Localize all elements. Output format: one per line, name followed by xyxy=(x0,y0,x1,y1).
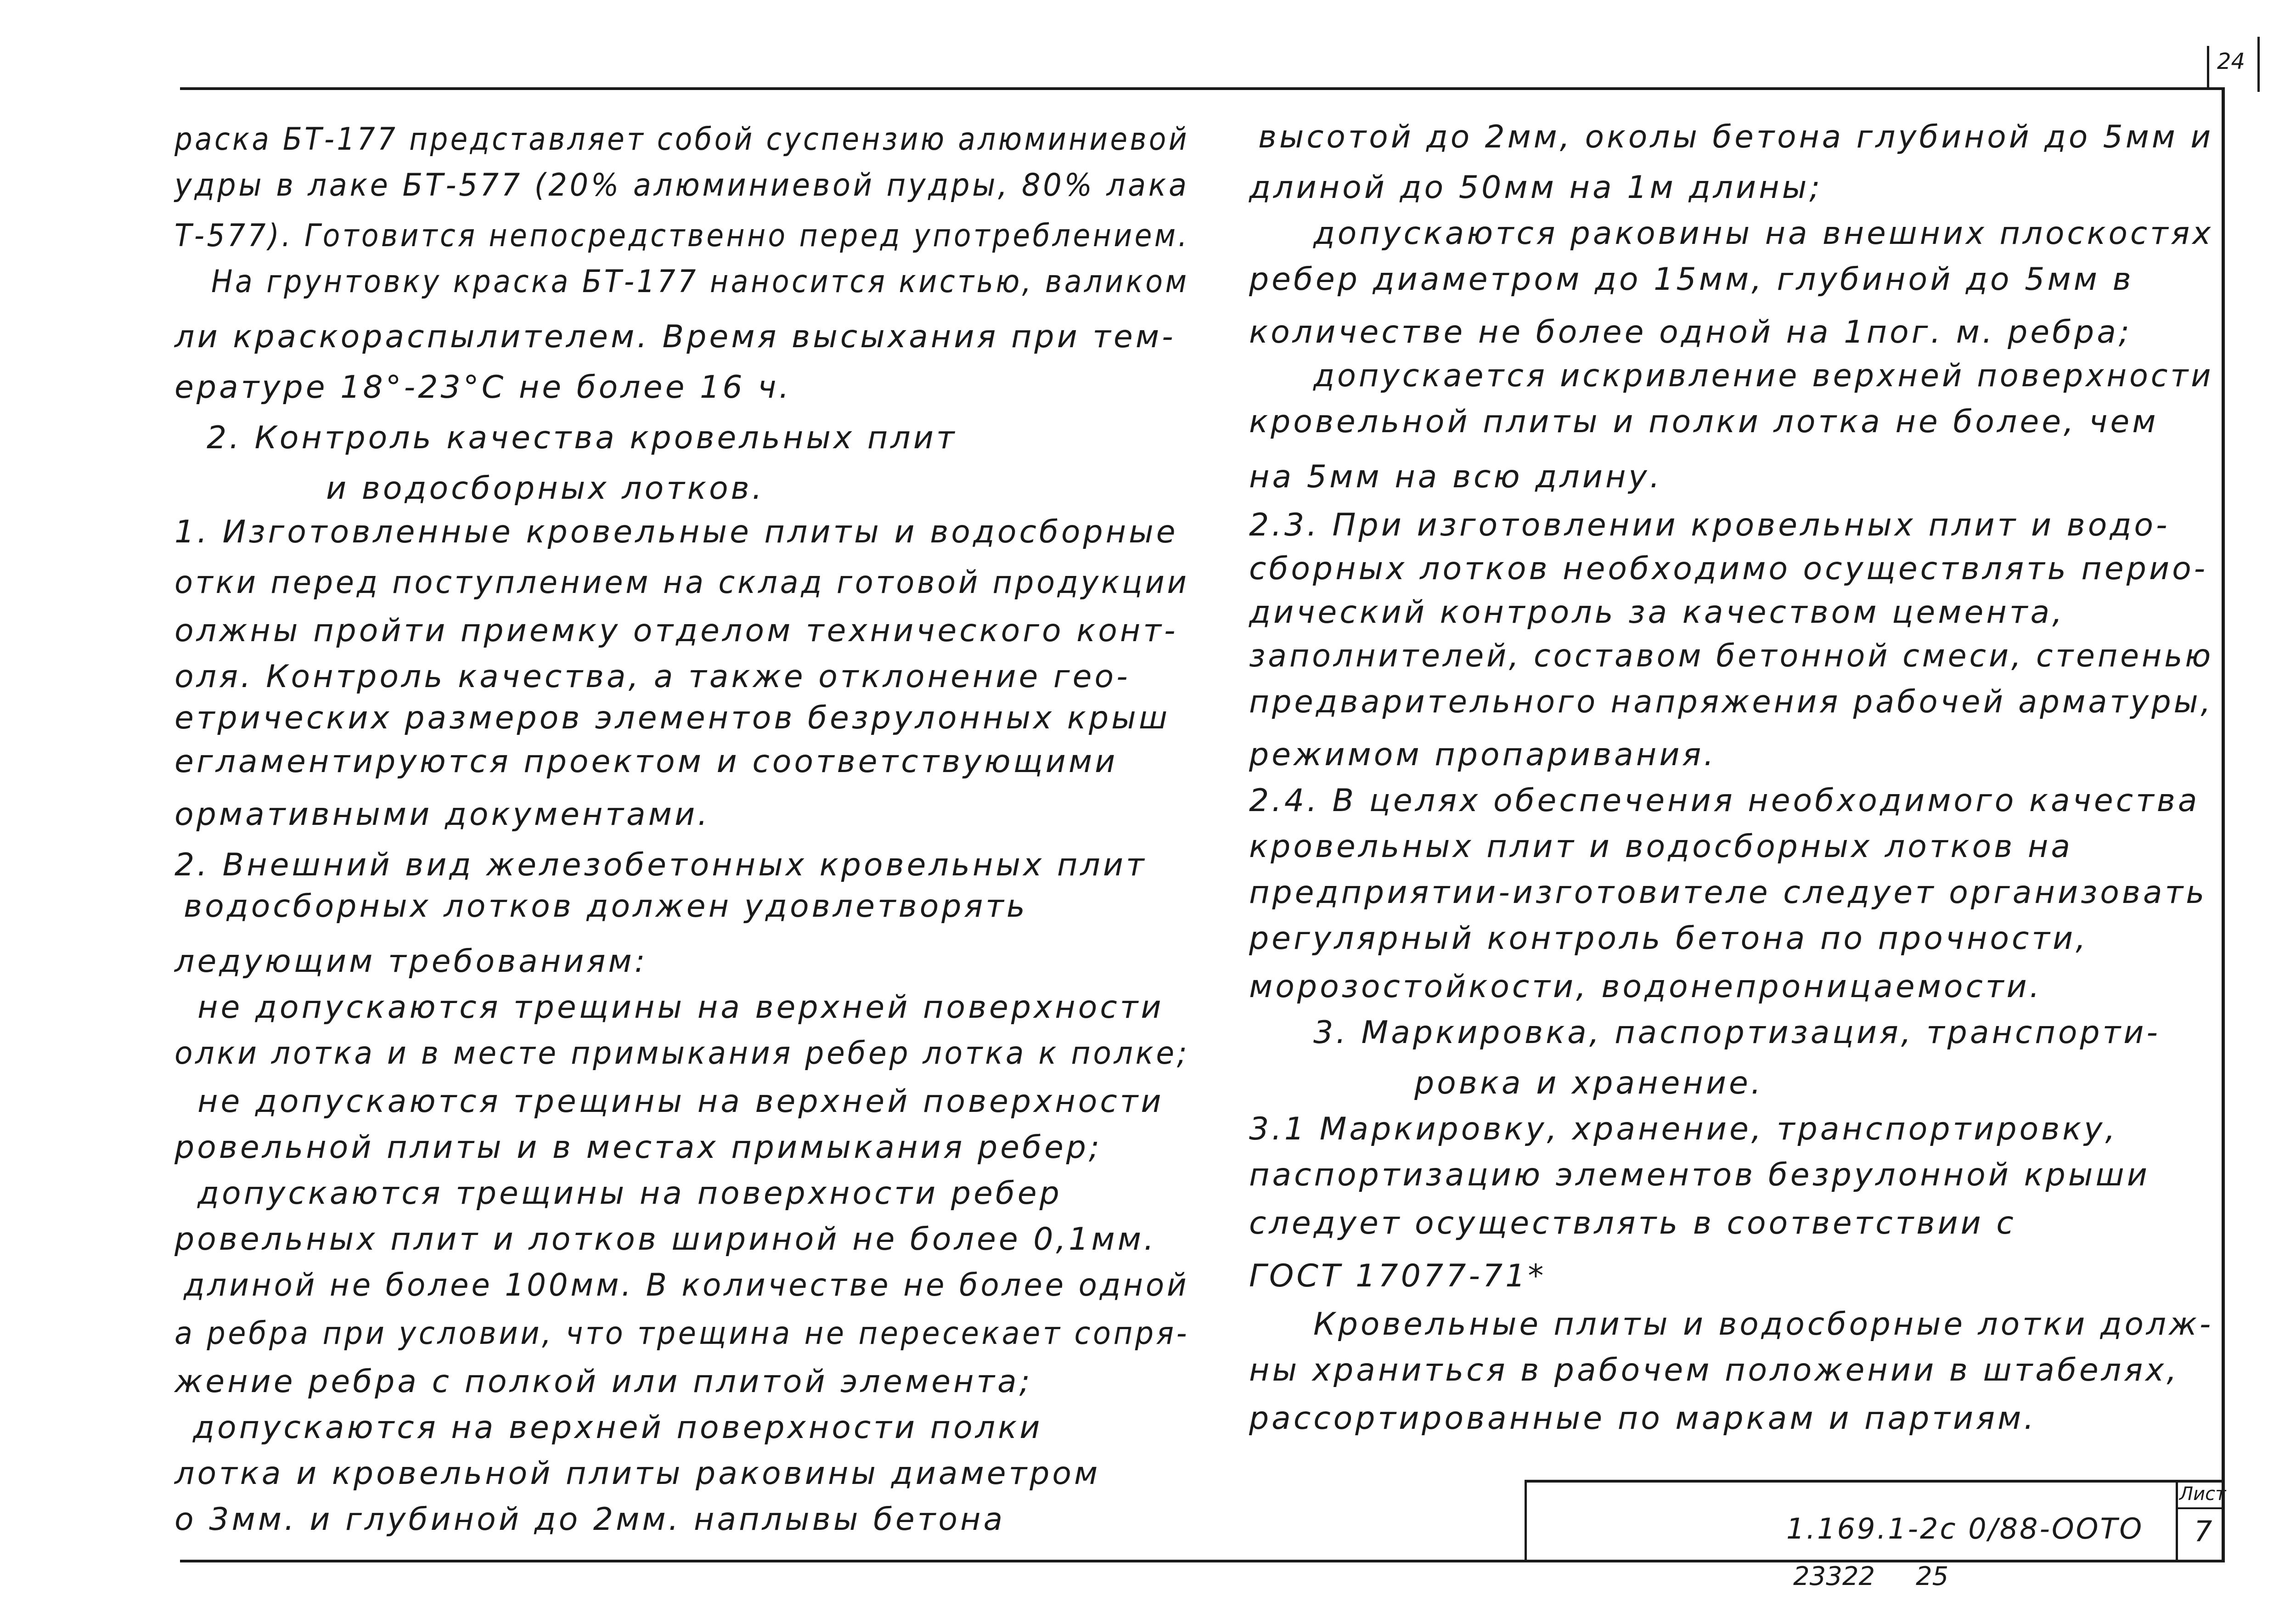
text-line: Кровельные плиты и водосборные лотки долж- xyxy=(1313,1306,2214,1342)
text-line: оля. Контроль качества, а также отклонение гео- xyxy=(174,659,1131,695)
text-line: паспортизацию элементов безрулонной крыши xyxy=(1249,1157,2150,1193)
right-frame-line xyxy=(2222,87,2225,1562)
text-line: дический контроль за качеством цемента, xyxy=(1249,594,2065,631)
text-line: количестве не более одной на 1пог. м. ребра; xyxy=(1249,314,2132,350)
text-line: морозостойкости, водонепроницаемости. xyxy=(1249,969,2043,1005)
inventory-page: 25 xyxy=(1916,1562,1949,1591)
text-line: и водосборных лотков. xyxy=(326,470,765,507)
text-line: удры в лаке БТ-577 (20% алюминиевой пудры, 80% лака xyxy=(174,167,1189,203)
text-line: допускаются раковины на внешних плоскостях xyxy=(1313,215,2214,252)
sheet-cell-left-line xyxy=(2176,1480,2178,1562)
text-line: 2. Контроль качества кровельных плит xyxy=(207,420,957,456)
sheet-cell-divider xyxy=(2176,1507,2224,1509)
left-column xyxy=(174,0,1189,1624)
text-line: ровка и хранение. xyxy=(1414,1065,1764,1101)
text-line: режимом пропаривания. xyxy=(1249,737,1716,773)
text-line: раска БТ-177 представляет собой суспензию алюминиевой xyxy=(174,121,1189,158)
text-line: высотой до 2мм, околы бетона глубиной до 5мм и xyxy=(1258,119,2214,155)
page-number-box-right xyxy=(2257,37,2260,92)
text-line: 2.4. В целях обеспечения необходимого качества xyxy=(1249,783,2200,819)
text-line: 1. Изготовленные кровельные плиты и водосборные xyxy=(174,514,1178,550)
text-line: олки лотка и в месте примыкания ребер лотка к полке; xyxy=(174,1035,1190,1071)
text-line: ны храниться в рабочем положении в штабелях, xyxy=(1249,1352,2179,1388)
text-line: длиной не более 100мм. В количестве не более одной xyxy=(184,1267,1189,1303)
text-line: 2.3. При изготовлении кровельных плит и водо- xyxy=(1249,507,2170,543)
text-line: отки перед поступлением на склад готовой продукции xyxy=(174,564,1189,601)
text-line: ровельных плит и лотков шириной не более 0,1мм. xyxy=(174,1221,1157,1257)
text-line: На грунтовку краска БТ-177 наносится кистью, валиком xyxy=(211,264,1189,300)
text-line: 2. Внешний вид железобетонных кровельных плит xyxy=(174,847,1147,883)
text-line: допускается искривление верхней поверхности xyxy=(1313,358,2214,394)
text-line: допускаются трещины на поверхности ребер xyxy=(197,1175,1062,1212)
title-block-left-line xyxy=(1525,1480,1527,1562)
right-column xyxy=(1249,0,2213,1624)
text-line: ребер диаметром до 15мм, глубиной до 5мм в xyxy=(1249,261,2134,298)
inventory-number: 23322 xyxy=(1793,1562,1875,1591)
text-line: ормативными документами. xyxy=(174,796,710,833)
text-line: кровельных плит и водосборных лотков на xyxy=(1249,829,2073,865)
text-line: водосборных лотков должен удовлетворять xyxy=(184,888,1028,925)
text-line: предварительного напряжения рабочей арматуры, xyxy=(1249,684,2213,720)
text-line: на 5мм на всю длину. xyxy=(1249,459,1663,495)
text-line: допускаются на верхней поверхности полки xyxy=(193,1410,1043,1446)
text-line: не допускаются трещины на верхней поверхности xyxy=(197,989,1164,1026)
text-line: регулярный контроль бетона по прочности, xyxy=(1249,920,2088,957)
sheet-number: 7 xyxy=(2194,1515,2212,1548)
text-line: заполнителей, составом бетонной смеси, степенью xyxy=(1249,638,2214,674)
text-line: ли краскораспылителем. Время высыхания при тем- xyxy=(174,319,1176,355)
text-line: а ребра при условии, что трещина не пересекает сопря- xyxy=(174,1315,1190,1352)
text-line: ледующим требованиям: xyxy=(174,943,648,980)
text-line: егламентируются проектом и соответствующими xyxy=(174,744,1118,780)
title-block-top-line xyxy=(1525,1480,2225,1483)
text-line: 3.1 Маркировку, хранение, транспортировку, xyxy=(1249,1111,2118,1147)
text-line: кровельной плиты и полки лотка не более, чем xyxy=(1249,404,2159,440)
text-line: лотка и кровельной плиты раковины диаметром xyxy=(174,1455,1101,1492)
text-line: предприятии-изготовителе следует организовать xyxy=(1249,874,2207,911)
text-line: не допускаются трещины на верхней поверхности xyxy=(197,1083,1164,1120)
text-line: етрических размеров элементов безрулонных крыш xyxy=(174,700,1171,736)
text-line: сборных лотков необходимо осуществлять перио- xyxy=(1249,551,2208,587)
text-line: следует осуществлять в соответствии с xyxy=(1249,1205,2016,1241)
text-line: олжны пройти приемку отделом технического конт- xyxy=(174,613,1178,649)
sheet-label: Лист xyxy=(2179,1483,2226,1505)
text-line: о 3мм. и глубиной до 2мм. наплывы бетона xyxy=(174,1501,1006,1538)
text-line: Т-577). Готовится непосредственно перед употреблением. xyxy=(174,218,1190,254)
document-code: 1.169.1-2с 0/88-ООТО xyxy=(1786,1512,2144,1545)
text-line: 3. Маркировка, паспортизация, транспорти- xyxy=(1313,1015,2161,1051)
text-line: длиной до 50мм на 1м длины; xyxy=(1249,169,1823,206)
page-number: 24 xyxy=(2217,49,2245,74)
text-line: рассортированные по маркам и партиям. xyxy=(1249,1400,2037,1437)
text-line: жение ребра с полкой или плитой элемента; xyxy=(174,1364,1033,1400)
text-line: ературе 18°-23°С не более 16 ч. xyxy=(174,369,792,406)
text-line: ГОСТ 17077-71* xyxy=(1249,1258,1547,1294)
text-line: ровельной плиты и в местах примыкания ребер; xyxy=(174,1129,1102,1166)
